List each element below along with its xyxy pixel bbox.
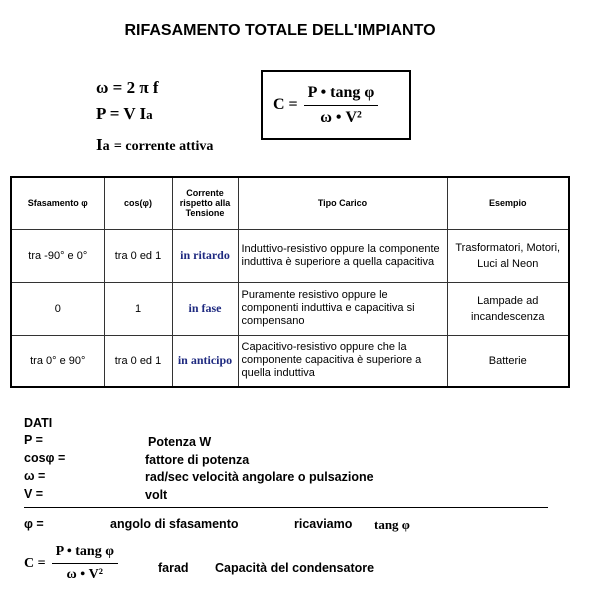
- phase-table: [10, 176, 570, 388]
- capacitance-formula-box: [261, 70, 411, 140]
- cell-esempio: Batterie: [447, 335, 569, 387]
- bottom-formula-denominator: ω • V²: [66, 567, 103, 582]
- farad-unit: farad: [158, 561, 189, 575]
- dati-symbol-omega: ω =: [24, 469, 46, 483]
- cell-corrente: in fase: [172, 282, 238, 335]
- omega-formula: ω = 2 π f: [96, 78, 159, 97]
- table-row: [11, 229, 569, 282]
- page-title: RIFASAMENTO TOTALE DELL'IMPIANTO: [124, 22, 436, 39]
- dati-symbol-p: P =: [24, 433, 43, 447]
- formula-denominator: ω • V²: [320, 108, 362, 126]
- power-formula: [96, 104, 153, 124]
- table-row: [11, 335, 569, 387]
- phi-description: angolo di sfasamento: [110, 517, 239, 531]
- formula-lhs: C =: [273, 96, 298, 113]
- dati-desc-omega: rad/sec velocità angolare o pulsazione: [145, 470, 374, 484]
- dati-heading: DATI: [24, 416, 53, 430]
- header-esempio: Esempio: [447, 177, 569, 229]
- bottom-capacitance-formula: [24, 544, 118, 583]
- formula-numerator: P • tang φ: [304, 84, 379, 106]
- cell-tipo: Puramente resistivo oppure le componenti induttiva e capacitiva si compensano: [238, 282, 447, 335]
- cell-esempio: Trasformatori, Motori, Luci al Neon: [447, 229, 569, 282]
- capacitance-description: Capacità del condensatore: [215, 561, 375, 575]
- ricaviamo-label: ricaviamo: [294, 517, 353, 531]
- bottom-formula-numerator: P • tang φ: [52, 544, 118, 564]
- active-current-definition: [96, 135, 213, 155]
- cell-sfasamento: tra -90° e 0°: [11, 229, 104, 282]
- dati-symbol-cos: cosφ =: [24, 451, 66, 465]
- power-formula-sub: a: [146, 107, 153, 122]
- cell-cos: 1: [104, 282, 172, 335]
- cell-cos: tra 0 ed 1: [104, 335, 172, 387]
- ia-subscript: a: [102, 139, 110, 154]
- table-row: [11, 282, 569, 335]
- dati-desc-v: volt: [145, 488, 168, 502]
- bottom-formula-lhs: C =: [24, 555, 46, 571]
- header-cos: cos(φ): [104, 177, 172, 229]
- tang-phi-label: tang φ: [374, 517, 410, 532]
- cell-sfasamento: 0: [11, 282, 104, 335]
- power-formula-text: P = V I: [96, 104, 147, 123]
- header-corrente: Corrente rispetto alla Tensione: [172, 177, 238, 229]
- cell-corrente: in anticipo: [172, 335, 238, 387]
- phi-symbol: φ =: [24, 517, 44, 531]
- ia-symbol: I: [96, 135, 103, 154]
- header-sfasamento: Sfasamento φ: [11, 177, 104, 229]
- dati-symbol-v: V =: [24, 487, 44, 501]
- dati-desc-cos: fattore di potenza: [145, 453, 250, 467]
- dati-desc-p: Potenza W: [148, 435, 212, 449]
- cell-esempio: Lampade ad incandescenza: [447, 282, 569, 335]
- cell-sfasamento: tra 0° e 90°: [11, 335, 104, 387]
- cell-tipo: Capacitivo-resistivo oppure che la componente capacitiva è superiore a quella induttiva: [238, 335, 447, 387]
- cell-tipo: Induttivo-resistivo oppure la componente induttiva è superiore a quella capacitiva: [238, 229, 447, 282]
- cell-corrente: in ritardo: [172, 229, 238, 282]
- ia-description: = corrente attiva: [113, 139, 214, 154]
- divider: [24, 507, 548, 508]
- cell-cos: tra 0 ed 1: [104, 229, 172, 282]
- header-tipo-carico: Tipo Carico: [238, 177, 447, 229]
